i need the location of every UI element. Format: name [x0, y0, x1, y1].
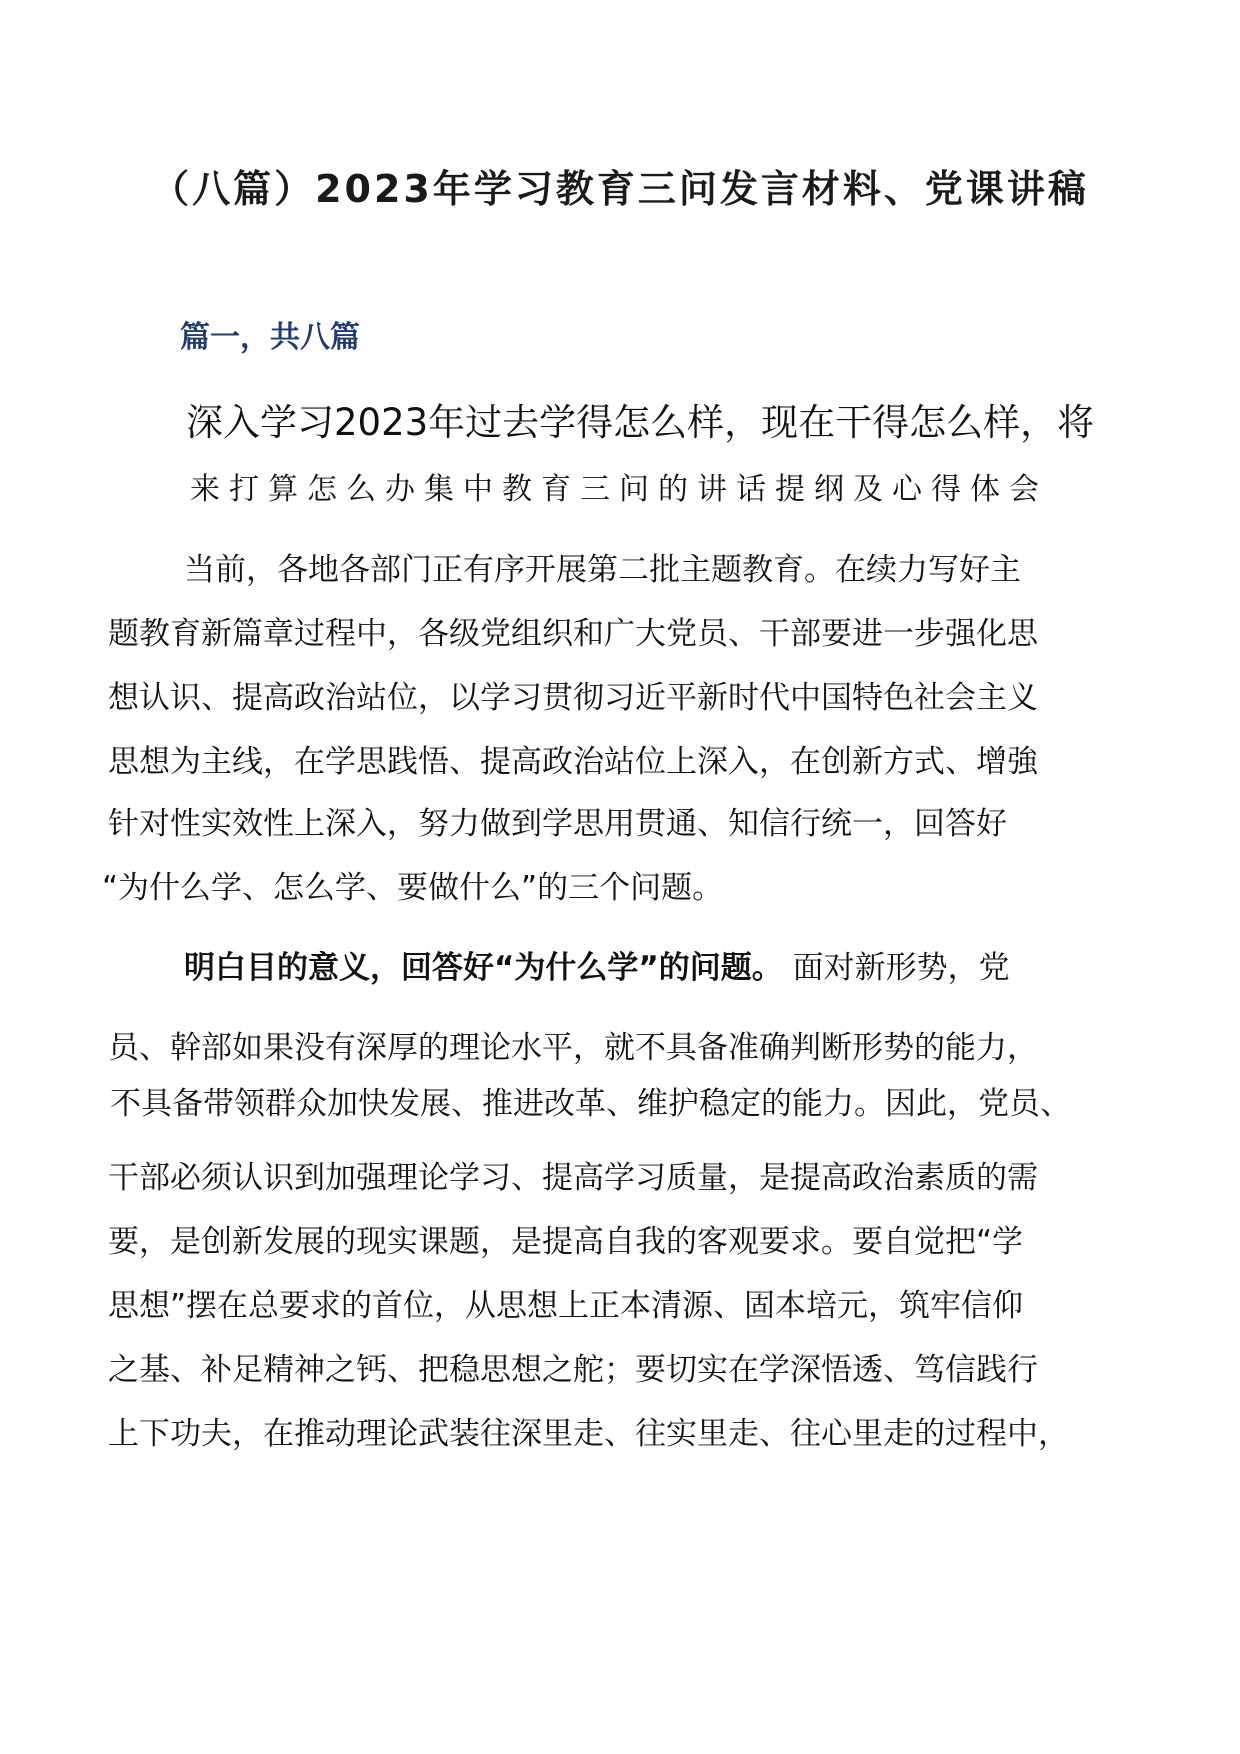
paragraph-2-line: 之基、补足精神之钙、把稳思想之舵；要切实在学深悟透、笃信践行	[108, 1352, 1038, 1388]
section-heading: 篇一，共八篇	[180, 320, 360, 355]
paragraph-1-line: 针对性实效性上深入，努力做到学思用贯通、知信行统一，回答好	[108, 806, 1007, 842]
paragraph-2-line: 干部必须认识到加强理论学习、提高学习质量，是提高政治素质的需	[108, 1160, 1038, 1196]
subtitle-line-1: 深入学习2023年过去学得怎么样，现在干得怎么样，将	[186, 401, 1095, 444]
paragraph-1-line: 思想为主线，在学思践悟、提高政治站位上深入，在创新方式、增強	[108, 744, 1038, 780]
document-title: （八篇）2023年学习教育三问发言材料、党课讲稿	[151, 167, 1089, 211]
paragraph-2-line: 要，是创新发展的现实课题，是提高自我的客观要求。要自觉把“学	[108, 1224, 1024, 1260]
paragraph-2-line: 思想”摆在总要求的首位，从思想上正本清源、固本培元，筑牢信仰	[108, 1288, 1024, 1324]
paragraph-1-line: “为什么学、怎么学、要做什么”的三个问题。	[102, 870, 724, 906]
subtitle-line-2: 来打算怎么办集中教育三问的讲话提纲及心得体会	[190, 472, 1048, 507]
paragraph-2-line: 不具备带领群众加快发展、推进改革、维护稳定的能力。因此，党员、	[110, 1086, 1071, 1122]
paragraph-1-line: 当前，各地各部门正有序开展第二批主题教育。在续力写好主	[184, 552, 1021, 588]
paragraph-1-line: 题教育新篇章过程中，各级党组织和广大党员、干部要进一步强化思	[108, 616, 1038, 652]
paragraph-2-line: 上下功夫，在推动理论武装往深里走、往实里走、往心里走的过程中，	[108, 1416, 1069, 1452]
paragraph-2-lead-bold: 明白目的意义，回答好“为什么学”的问题。	[184, 950, 783, 986]
paragraph-2-line: 员、幹部如果没有深厚的理论水平，就不具备准确判断形势的能力，	[108, 1030, 1038, 1066]
paragraph-2-lead	[184, 948, 1010, 988]
paragraph-1-line: 想认识、提高政治站位，以学习贯彻习近平新时代中国特色社会主义	[108, 680, 1038, 716]
paragraph-2-lead-rest: 面对新形势，党	[792, 950, 1010, 986]
